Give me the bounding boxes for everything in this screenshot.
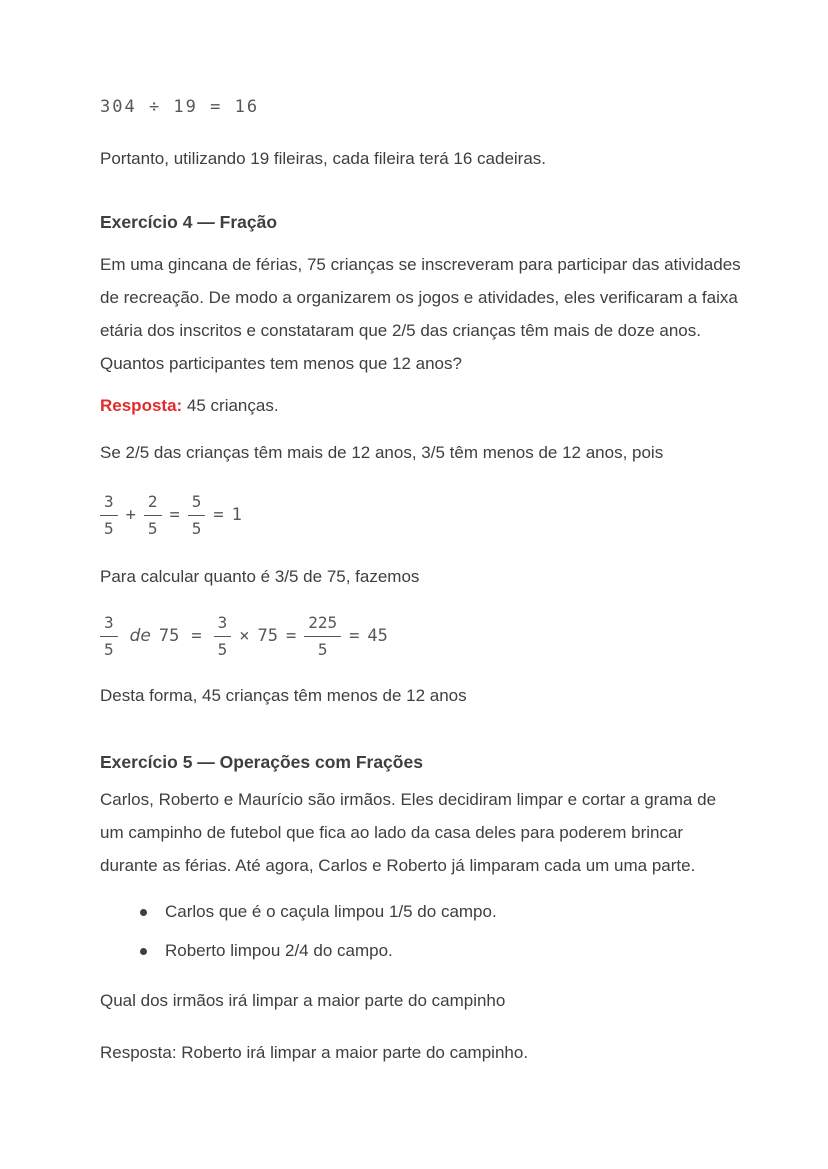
fraction-numerator: 3 [100,492,118,516]
operand-75: 75 [257,626,278,646]
plus-operator: + [125,505,136,525]
fraction-numerator: 225 [304,613,341,637]
equation-result: 45 [367,626,388,646]
bullet-dot-icon [140,909,147,916]
exercise5-heading: Exercício 5 — Operações com Frações [100,752,423,772]
de-word: de [129,626,151,646]
bullet-item [140,901,748,923]
fraction [144,492,162,539]
fraction-numerator: 5 [188,492,206,516]
fraction-denominator: 5 [217,639,228,659]
operand-75: 75 [158,626,180,646]
equals-operator: = [349,626,360,646]
problem-line: Em uma gincana de férias, 75 crianças se inscreveram para participar das atividades [100,255,741,274]
equation-fraction-multiplication [100,605,748,667]
fraction-denominator: 5 [104,518,114,538]
exercise4-answer [100,395,748,417]
portanto-text: Portanto, utilizando 19 fileiras, cada fileira terá 16 cadeiras. [100,149,547,168]
problem-line: um campinho de futebol que fica ao lado da casa deles para poderem brincar [100,823,684,842]
fraction-denominator: 5 [147,518,158,538]
conclusion-text: Desta forma, 45 crianças têm menos de 12 anos [100,686,467,705]
division-expression: 304 ÷ 19 = 16 [100,97,260,117]
exercise5-problem [100,783,748,882]
final-answer-text: Resposta: Roberto irá limpar a maior parte do campinho. [100,1043,529,1062]
equals-operator: = [213,505,224,525]
bullet-dot-icon [140,948,147,955]
equation-fraction-sum [100,484,748,546]
fraction-numerator: 3 [214,613,232,637]
multiply-operator: × [239,626,250,646]
fraction-denominator: 5 [191,518,202,538]
fraction [214,613,232,660]
equals-operator: = [286,626,297,646]
equation-result: 1 [231,505,242,525]
problem-line: Carlos, Roberto e Maurício são irmãos. Eles decidiram limpar e cortar a grama de [100,790,717,809]
exercise4-heading: Exercício 4 — Fração [100,212,278,232]
exercise4-problem [100,248,748,380]
fraction [188,492,206,539]
fraction-numerator: 3 [100,613,118,637]
problem-line: de recreação. De modo a organizarem os jogos e atividades, eles verificaram a faixa [100,288,738,307]
answer-label: Resposta: [100,396,183,415]
bullet-text: Carlos que é o caçula limpou 1/5 do campo. [165,902,497,921]
equals-operator: = [191,626,202,646]
fraction-sum-explanation: Se 2/5 das crianças têm mais de 12 anos, 3/5 têm menos de 12 anos, pois [100,443,664,462]
equals-operator: = [169,505,180,525]
fraction-numerator: 2 [144,492,162,516]
question-text: Qual dos irmãos irá limpar a maior parte do campinho [100,991,506,1010]
problem-line: Quantos participantes tem menos que 12 anos? [100,354,462,373]
fraction [304,613,341,660]
bullet-text: Roberto limpou 2/4 do campo. [165,941,393,960]
answer-value: 45 crianças. [182,396,279,415]
fraction [100,492,118,539]
fraction [100,613,118,660]
bullet-list [100,901,748,962]
fraction-denominator: 5 [317,639,328,659]
problem-line: etária dos inscritos e constataram que 2/5 das crianças têm mais de doze anos. [100,321,701,340]
fraction-denominator: 5 [104,639,114,659]
bullet-item [140,940,748,962]
problem-line: durante as férias. Até agora, Carlos e Roberto já limparam cada um uma parte. [100,856,696,875]
calc-explanation: Para calcular quanto é 3/5 de 75, fazemos [100,567,420,586]
